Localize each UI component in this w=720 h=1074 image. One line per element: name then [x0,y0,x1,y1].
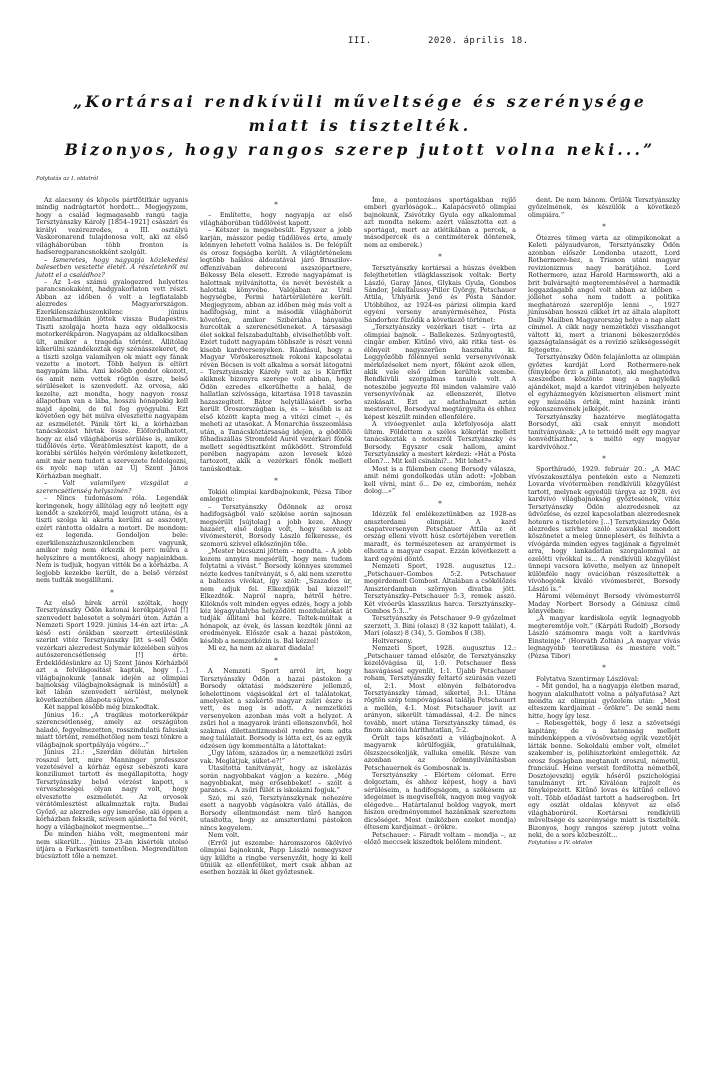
issue-date: 2020. április 18. [428,36,529,46]
article-paragraph: – Rebesgették, hogy ő lesz a szövetségi kapitány, de a katonaság mellett mindenképpen a vívósövetség egyik vezetőjét látták benne. Sokoldalú ember volt, elmélet szakember is, polihisztorként emlegették. Az orosz fogságban megtanult oroszul, németül, franciául. Heine verseit fordította németből, Dosztojevszkij egyik hőséről pszichológiai tanulmányt írt. Kiválóan rajzolt és fényképezett. Kitűnő lovas és kitűnő cellóvó volt. Több előadást tartott a hadseregben. Írt egy oszlát oldalas könyvet az első világháborúról. Kortársai rendkívüli műveltsége és szerénysége miatt is tisztelték. Bizonyos, hogy rangos szerep jutott volna neki, de a sors közbeszólt... [528,719,680,840]
article-paragraph: Két nappal később még bizakodtak. [44,703,160,712]
article-paragraph: Nem volt. [208,831,240,840]
interview-question: – Volt valamilyen vizsgálat a szerencsétlenség helyszínén? [36,479,188,495]
article-paragraph: Tersztyánszky hazatérve meglátogatta Borsodyt, aki csak ennyit mondott tanítványának: „A te tetteidő mélt egy magyar honvédtiszthez, s méltó egy magyar kardvívóhoz.” [528,412,680,451]
article-paragraph: Petschauer: – Fáradt voltam – mondja –, az előző meccsek kiszedtek belőlem mindent. [364,830,516,847]
section-separator: * [438,253,442,262]
article-paragraph: Folytatva Szentirmay Lászlóval: [536,674,640,683]
page-number: III. [348,36,372,46]
article-paragraph: Idézzük fel emlékezetünkben az 1928-as amszterdami olimpiát. A kard csapatversenyen Petschauer Attila az öt ország elleni vívott húsz csörtéjében veretlen maradt, és természetesen az aranyérmet is elhozta a magyar csapat. Ezzán következett a kard egyéni döntő. [364,510,516,563]
article-paragraph: dent. De nem bánom. Örülök Tersztyánszky győzelmének, és készülök a következő olimpiára.” [528,196,680,219]
article-column-4 [528,197,680,847]
article-paragraph: (Erről jut eszembe: háromszoros ökölvívó olimpiai bajnokunk, Papp László nemegyszer úgy küldte a ringbe versenyzőit, hogy ki kell ütniük az ellenfelüket, mert csak abban az esetben hozzák ki őket győztesnek. [200,838,352,877]
article-paragraph: Tersztyánszky Ödön felajánlotta az olimpián győztes kardját Lord Rothermere-nek (fényképe őrzi a pillanatot), aki meghatódva szeszedben köszönte meg a nagylelkű ajándékot, majd a kardot vitrinjében helyezte el egyházmegyén közismerten elismert mint egy múzeális érték, mint hazánk iránti rokonszenvének jelképét. [528,353,680,414]
article-paragraph: Szó, mi szó, Tersztyánszkynak nehezére esett a nagyobb vágásokra való átállás, de Borsody ellentmondást nem tűrő hangon utasította, hogy az amszterdami pástokon nincs kegyelem. [200,793,352,832]
article-paragraph: – Nincs tudomásom róla. Legendák keringenek, hogy állítólag egy nő leejtett egy kendőt a szekérről, majd leugrott utána, és a tiszti szolga ki akarta kerülni az asszonyt, ezért rántotta oldalra a motort. De mondom: ez legenda. Gondoljon bele: ezerkilenszázhuszonkilencben vagyunk, amikor még nem érkezik öt perc múlva a helyszínre a mentőkocsi, ahogy napjainkban. Nem is tudjuk, hogyan vitték be a kórházba. A legjobb kezekbe került, de a belső vérzést nem tudták megállítani. [36,494,188,585]
article-paragraph: Háromi véleményt Borsody vívómesterről Maday Norbert Borsody a Géniusz című könyvében: [528,592,680,616]
article-paragraph: Utasította tanítványát, hogy az iskolázás során nagyobbakat vágjon a kezére. „Még nagyobbakat, még erősebbeket! – szólt a parancs. – A zsűri fülét is iskolázni fogjuk.” [200,764,352,795]
continued-from-note: Folytatás az I. oldalról [36,176,99,182]
article-paragraph: Június 16.: „A tragikus motorkerékpár szerencsétlenség, amely az országúton haladó, fegyelmezetten, rosszindulatú falusiak miatt történt, remélhetőleg nem teszi tönkre a világbajnok sportpályája végére...” [36,710,188,749]
article-paragraph: – Tersztyánszky Ödönnek az orosz hadifogságból való szökése során sajnosan megsérült [sújtolag] a jobb keze. Ahogy hazaért, első dolga volt, hogy szerezett vívómesterét, Borsody László felkeresse, és szomorú szívvel elköszönjön tőle. [200,502,352,548]
section-separator: * [274,477,278,486]
section-separator: * [602,454,606,463]
article-paragraph: „Tersztyánszky vezérkari tiszt – írta az olimpiai bajnok. – Ballekezes. Szűnyogtestű, cingár ember. Kitűnő vívó, aki ritka test- és élőnyeit nagyszerűen használta ki. Leggyőzőbb fölénnyel senki versenyvívónak mérkőzéseket nem nyert, főként azok ellen, akik vele első ízben kerültek szembe. Rendkívüli szorgalmas tanuló volt. A noteszébe jegyezte föl minden valamire való versenyvívónak az ellenszerét, illetve szokásait. Ezt az adathalmazt aztán mesterével, Borsodyval megtárgyalta és ehhez képest készült minden ellenfélére. [364,323,516,421]
section-separator: * [602,664,606,673]
article-paragraph: Tersztyánszky és Petschauer 9–9 győzelmet szerzett, 3. Bini (olasz) 8 (32 kapott találat), 4. Mari (olasz) 8 (34), 5. Gombos 8 (38). [364,614,516,638]
article-paragraph: A Nemzeti Sport arról írt, hogy Tersztyánszky Ödön a hazai pástokon a Borsody oktatási módszerére jellemző, lehelettinom vágásokkal ért el találatokat, amelyeket a szakértő magyar zsűri észre is vett, és meg is adott. A nemzetközi versenyeken azonban más volt a helyzet. A zsűri hol a magyarok iránti ellenszenvből, hol szakmai dilettantizmusból rendre nem adta meg találatait. Borsody is látta ezt, és az egyik edzésen úgy kommentálta a látottakat: [200,667,352,750]
article-paragraph: – Mit gondol, ha a nagyapja életben marad, hogyan alakulhatott volna a pályafutása? Azt mondta az olimpiai győzelem után: „Most elteszem kardjaimat – örökre”. De senki nem hitte, hogy így lesz. [528,682,680,720]
pull-quote [40,90,680,162]
article-paragraph: A vívóegyenlet aula körfolyosója alatt ültem. Földéttem a széles kökorlát mellett tanácskozták a noteszről Tersztyánszky és Borsody. Egyszer csak hallom, amint Tersztyánszky a mestert kérdezi: »Hát a Pósta ellen?... Mit kell csinálni?... Mit lehet?« [364,420,516,466]
article-paragraph: – Említette, hogy nagyapja az első világháborúban tüdőlövést kapott. [200,211,352,227]
article-column-3 [364,197,516,847]
section-separator: * [274,656,278,665]
section-separator: * [602,223,606,232]
article-paragraph: Nemzeti Sport, 1928. augusztus 12.: „Petschauer–Gombos 5:2. Petschauer megérdemelt Gombost. Általában a csökölőzés Amszterdamban szörnyen divatba jött. Tersztyánszky–Petschauer 5:3, remek asszó. Két vívóerűs klasszikus harca. Tersztyánszky–Gombos 5:3...” [364,562,516,616]
article-paragraph: Sporthíradó, 1929. február 20.: „A MAC vívószakosztálya pentekén este a Nemzeti Lovarda vívótermében rendkívüli közgyűlést tartott, melynek egyedüli tárgya az 1928. évi kardvívó világbajnokság győztesének, vitéz Tersztyánszky Ödön alezredesnek az üdvözlése, és ezzel kapcsolatban alezredesnek hotenre a tiszteletére [...] Tersztyánszky Ödön alezredes szívhez szóló szavakkal mondott köszönetet a meleg ünneplésért, és felhívta a vívógárda minden egyes tagjának a figyelmét arra, hogy lankadatlan szorgalommal az ezelőtti vívókkal is... A rendkívüli közgyűlést ünnepi vacsora követte, melyen az ünnepelt különféle nagy ovációban részesítették a vívóhogónk kiváló vívómesterét, Borsody László is.” [528,465,680,593]
article-paragraph: Nemzeti Sport, 1928. augusztus 12.: „Petschauer támad először, de Tersztyánszky kézelővágása ül, 1:0. Petschauer fless hasvágással egyenlít, 1:1. Újabb Petschauer roham, Tersztyánszky feltartó szúrásán vezeti el, 2:1. Most elönyén felbátorodva Tersztyánszky támad, sikertel, 3:1. Utána rögtön szép tempóvágással találja Petschauert a mellén, 4:1. Most Petschauer javít az arányon, sikerült támadással, 4:2. De nincs tovább, mert utána Tersztyánszky támad, és finom akcióia háríthatatlan, 5:2. [364,644,516,735]
article-paragraph: Június 21.: „Szerdán délután hirtelen rosszul lett, mire Manninger professzor vezetésével a kórház egész sebészeti kara konziliumot tartott és megállapította, hogy Tersztyánszky belső vérzést kapott, s vérveszteségei olyan nagy volt, hogy elvesztette eszméletét. Az orvosok vérátömlesztést alkalmaztak rajta. Budai Győző, az alezredes egy ismerőse, aki éppen a kórházban fekszik, szívesen ajánlotta fel vérét, hogy a világbajnokot megmentse...” [36,748,188,831]
interview-question: – Ismeretes, hogy nagyapja közlekedési balesetben vesztette életét. A részletekről mi jutott el a családhoz? [36,255,188,279]
article-paragraph: Íme, a pontozásos sportágakban rejlő emberi gyarlóságok... Kalapácsvető olimpiai bajnokunk, Zsivótzky Gyula egy alkalommal azt mondta nekem: azért választotta ezt a sportágat, mert az atlétikában a percek, a másodpercek és a centiméterek döntenek, nem az emberek.) [364,196,516,249]
article-paragraph: Örült taps köszönti a világbajnokot. A magyarok körülfogják, gratulálnak, ölszszecsókolják, valluka emelik. Része van azonban az örömnyilvánításban Petschauernek és Gombosnak is. [364,733,516,772]
article-paragraph: Holtverseny. [372,636,413,645]
section-separator: * [274,201,278,209]
article-paragraph: Tersztyánszky kortársai a húszas években felejthetetlen világklasszisok voltak: Berty László, Garay János, Glykais Gyula, Gombos Sándor, Jekelfalussy-Piller György, Petschauer Attila, Uhlyárik Jenő és Pósta Sándor. Utóbbihoz, az 1924-es párizsi olimpia kard egyéni verseny aranyérméséhez, Pósta Sándorhoz fűződik a következő történet: [364,263,516,324]
article-paragraph: „A magyar kardiskola egyik legnagyobb megteremtője volt.” (Kárpáti Rudolf) „Borsody László számomra maga volt a kardvívás Einsteinje.” (Horváth Zoltán) „A magyar vívás legnagyobb teoretikusa és mestere volt.” (Pézsa Tibor) [528,614,680,660]
page-header [0,36,720,50]
article-paragraph: Az első hírek arról szóltak, hogy Tersztyánszky Ödön katonai kerékpárjával [!] szenvedett balesetet a solymári úton. Aztán a Nemzeti Sport 1929. június 14-én azt írta: „A késő esti órákban szerzett értesülésünk szerint vitéz Tersztyánszky [itt s–sel] Ödön vezérkari alezredest Solymár közelében súlyos autószerencsétlenség [!] érte. Érdeklődésünkre az Új Szent János Kórházból azt a felvilágosítást kaptuk, hogy [...] világbajnokunk [annak idején az olimpiai bajnokság világbajnokságnak is minősült] a két lábán szenvedett sérülést, melynek következtében állapota súlyos.” [36,599,188,704]
section-separator: * [438,499,442,508]
article-paragraph: „Úgy látom, százados úr, a nemzetközi zsűri vak. Meglátjuk, süket-e?!” [200,749,352,765]
pull-quote-line-2: Bizonyos, hogy rangos szerep jutott volna neki...” [64,140,656,159]
article-paragraph: „Mester búcsúzni jöttem – mondta. – A jobb kezem annyira megsérült, hogy nem tudom folytatni a vívást.” Borsody könnyes szemmel nézte kedves tanítványát, s ő, aki nem szerette a baltezes vívókat, így szólt: „Szazados úr, nem adjuk fel. Elkezdjük bal kézzel!” Elkezdték. Napról napra, hétről hétre. Kilóknős volt minden egyes edzés, hogy a jobb kéz légagyulalyba helyződött mozdulatokat át tudják állítani bal kézre. Teltek-múltak a hónapok, az évek, és lassan kezdték jönni az eredmények. Először csak a hazai pástokon, később a nemzetközin is. Bal kézzel! [200,547,352,645]
section-separator: * [110,588,114,597]
article-paragraph: De minden hiába volt, megmenteni már nem sikerült... Június 23-án kísérték utolsó útjára a Farkasréti temetőben. Megrendülten búcsúztott tőle a nemzet. [36,830,188,861]
article-column-1 [36,197,188,861]
article-column-2 [200,197,352,877]
article-paragraph: – Kétszer is megsebesült. Egyszer a jobb karján, másszor pedig tüdőlövés érte, amely könnyen lehetett volna halálos is. De felépült és orosz fogságba került. A világtörténelem legtöbb halálos áldozatával járó Bruszilov-offenzívában debreceni aszszópartnere, Békessy Béla elesett. Ezrede nagyapámat is halottnak nyilvánította, és nevét bevésték a halottak könyvébe. Valójában az Urál hegységbe, Permi határtérületére került. Megjegyzem, abban az időben még más volt a hadifogság, mint a második világháborút követően, amikor Szibériába bányaiba hurcolták a szerencsétleneket. A társasági élet sokkal felszabadultabb, elviselhetőbb volt. Ezért tudott nagyapám többször is részt venni kisebb kardversenyeken. Ráadásul, hogy a Magyar Vöröskeresztnek rokoni kapcsolatai révén Bécsen is volt alkalma a sorsát látogatni – Tersztyánszky Károly volt az is Kürrfikt akiknek bizonyra szerepe volt abban, hogy Ödön ezredes elkerülhette a halál, de hallatlan szívóssága, kitartása 1918 tavaszán hazaszegített. Bátor helytállásáért sorba került Oroszországban is, és – később is az első között kapta meg a vitézi címet –, és meheti az utasokat. A Monarchia összeomlása után, a Tanácsköztársaság idején, a gödöllői főhadiszállás Stromfeld Aurél vezérkari főnök mellett segédtisztként működött. Stromfeld perében nagyapám azon levesek közé tartozott, akik a vezérkari főnök mellett tanúskodtak. [200,226,352,473]
article-paragraph: Ötezres tömeg várta az olimpikonokat a Keleti pályaudvaron, Tersztyánszky Ödön azonban először Londonba utazott, Lord Rothermere-hez, a Trianon utáni magyar revizionizmus nagy barátjához. Lord Rothermere, azaz Harold Harmsworth, aki a brit bulvársajtó megteremtésével a harmadik leggazdagabb angol volt abban az időben – jóllehet soha nem tudott a politika meghatározó szereplője lenni –, 1927 júniusában hosszú cikket írt az általa alapított Daily Mailben Magyarország helye a nap alatt címmel. A cikk nagy nemzetközi visszhangot váltott ki, mert a trianoni békeszerződés igazságtalanságát és a revízió szükségességét fejtegette. [528,233,680,354]
article-paragraph: Tokiói olimpiai kardbajnokunk, Pézsa Tibor emlegette: [200,487,352,504]
continued-on-note: Folytatása a IV. oldalon [528,839,593,846]
article-paragraph: Az alacsony és köpcös pártfőtitkár ugyanis mindig nadrágtartót hordott... Megjegyzem, hogy a család legmagasabb rangú tagja Tersztyánszky Károly [1854–1921] császári és királyi vezérezredes, a III. osztályú Vaskoronarend tulajdonosa volt, aki az első világháborúban több fronton is hadseregparancsnokként szolgált. [36,196,188,257]
article-paragraph: Tersztyánszky – Elértem célomat. Erre dolgoztam, és ahhoz képest, hogy a havi sérüléseim, a hadifogságom, a szökésem az idegeimet is megviselték, nagyon meg vagyok elégedve... Határtalanul boldog vagyok, mert hiszen eredményemmel hazánknak szereztem dicsőséget. Most (miközben ezeket mondja) éltesem kardjaimat – örökre. [364,770,516,832]
pull-quote-line-1: „Kortársai rendkívüli műveltsége és szerénysége miatt is tisztelték. [73,92,647,135]
article-paragraph: Mi ez, ha nem az akarat diadala! [208,644,315,653]
article-paragraph: Most is a fülemben cseng Borsody válasza, amit némi gondolkodás után adott: »Jobban kell vívni, mint ő... De ez, cimborám, nehéz dolog...«” [364,464,516,496]
article-paragraph: – Az 1-es számú gyalogezred helyettes parancsnokaként, hadgyakorlaton vett részt. Abban az időben ő volt a legfiatalabb alezredes Magyarországon. Ezerkilenszázhuszonkilenc június tizenharmadikán jöttek vissza Budapestre. Tiszti szolgája hozta haza egy oldalkocsis motorkerékpáron. Nagyapám az oldalkocsiban ült, amikor a tragédia történt. Állítólag kikerülni szándékoztak egy szénásszekeret, de a tiszti szolga valamilyen ok miatt egy fának vezette a motort. Több helyen is eltört nagyapám lába. Ami később gondot okozott, és amit nem vettek rögtön észre, belső sérüléseket is szenvedett. Az orvosa, aki kezelte, azt mondta, hogy nagyon rossz állapotban van a lába, hosszú hónapokig kell majd ápolni, de fel fog gyógyulni. Ezt követően egy hét múlva elvesztette nagyapám az eszméletét. Pánik tört ki, a kórházban tanácskozást hívtak össze. Előfordulhatott, hogy az első világháborús sérülése is, amikor tüdőlövés érte. Vérátömlesztést kapott, de a korábbi sérülés helyén vérömleny keletkezett, amit már nem tudott a szervezete feldolgozni, és nyolc nap után az Új Szent János Kórházban meghalt. [36,277,188,480]
